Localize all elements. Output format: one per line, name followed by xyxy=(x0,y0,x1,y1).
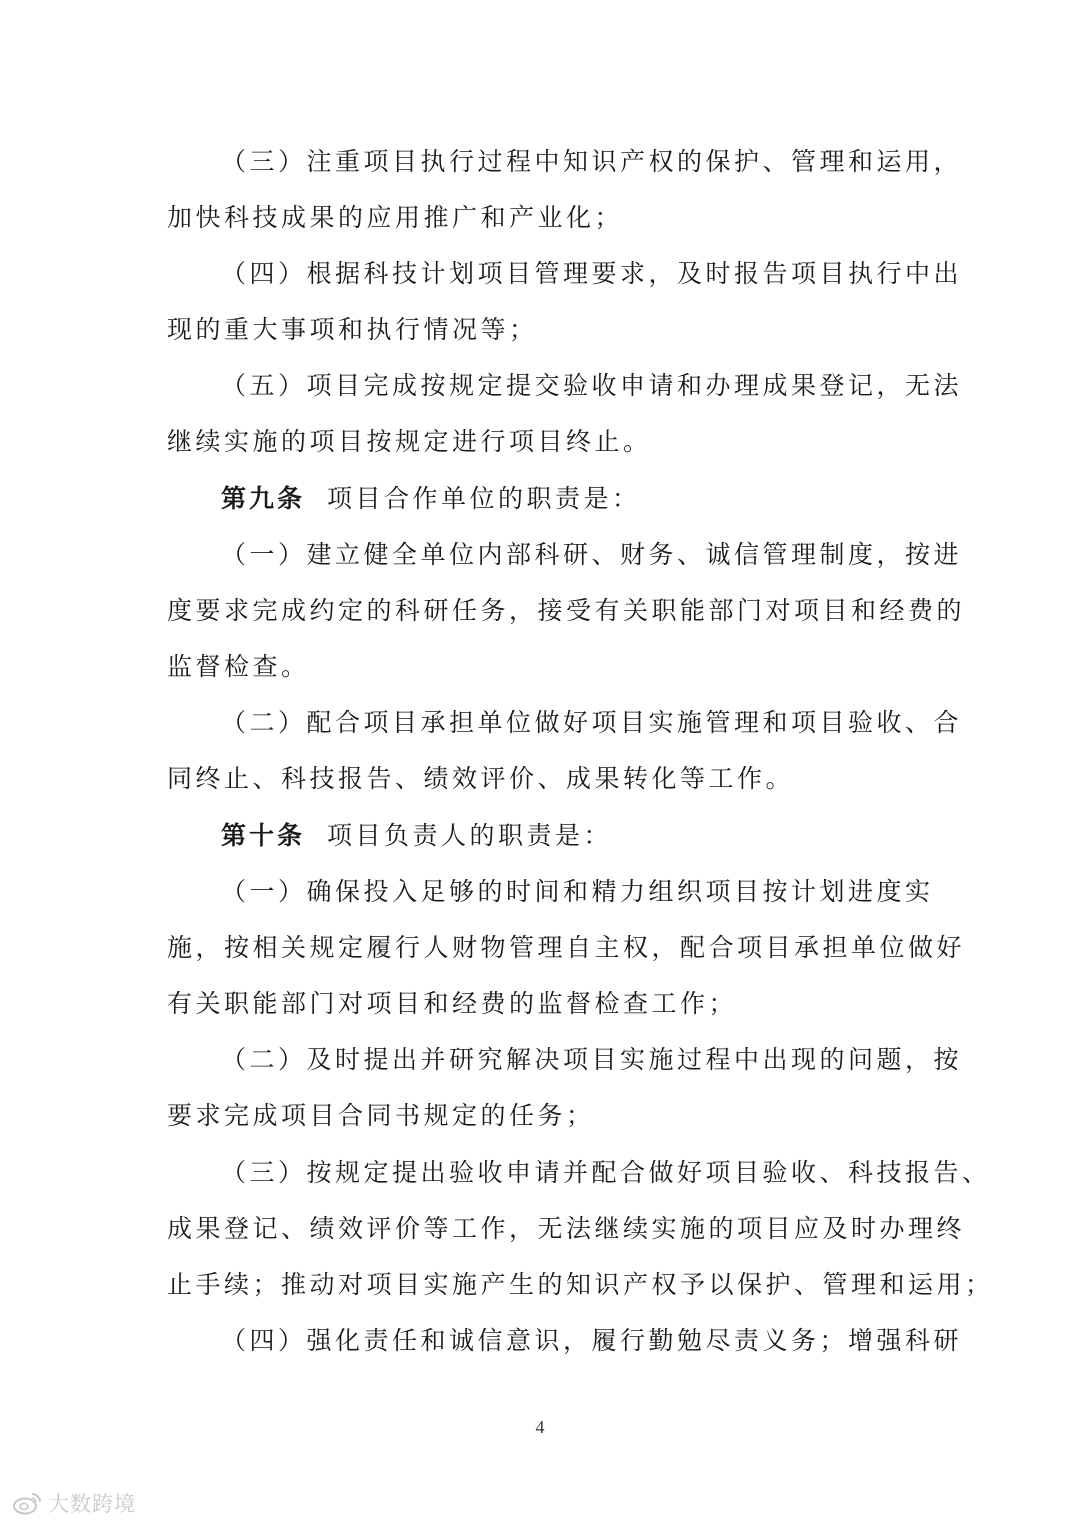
text-line: 现的重大事项和执行情况等； xyxy=(167,315,538,344)
text-line: （二）配合项目承担单位做好项目实施管理和项目验收、合 xyxy=(221,708,963,737)
text-line: （二）及时提出并研究解决项目实施过程中出现的问题，按 xyxy=(221,1045,963,1074)
text-line: （三）按规定提出验收申请并配合做好项目验收、科技报告、 xyxy=(221,1158,991,1187)
article-heading: 第十条 xyxy=(221,821,306,850)
weibo-logo-icon xyxy=(12,1491,42,1515)
text-line: （一）确保投入足够的时间和精力组织项目按计划进度实 xyxy=(221,877,934,906)
text-line: （三）注重项目执行过程中知识产权的保护、管理和运用， xyxy=(221,147,963,176)
text-line: （四）强化责任和诚信意识，履行勤勉尽责义务；增强科研 xyxy=(221,1326,963,1355)
page-number: 4 xyxy=(535,1417,545,1437)
text-line: 有关职能部门对项目和经费的监督检查工作； xyxy=(167,989,738,1018)
article-10 xyxy=(221,820,917,852)
watermark xyxy=(12,1488,136,1518)
text-line: （一）建立健全单位内部科研、财务、诚信管理制度，按进 xyxy=(221,540,963,569)
text-line: （五）项目完成按规定提交验收申请和办理成果登记，无法 xyxy=(221,371,963,400)
article-heading: 第九条 xyxy=(221,484,306,513)
text-line: 监督检查。 xyxy=(167,652,310,681)
article-text: 项目合作单位的职责是： xyxy=(327,484,641,513)
text-line: 止手续；推动对项目实施产生的知识产权予以保护、管理和运用； xyxy=(167,1270,994,1299)
article-text: 项目负责人的职责是： xyxy=(327,821,613,850)
text-line: （四）根据科技计划项目管理要求，及时报告项目执行中出 xyxy=(221,259,963,288)
text-line: 成果登记、绩效评价等工作，无法继续实施的项目应及时办理终 xyxy=(167,1214,966,1243)
text-line: 施，按相关规定履行人财物管理自主权，配合项目承担单位做好 xyxy=(167,933,966,962)
text-line: 继续实施的项目按规定进行项目终止。 xyxy=(167,427,652,456)
text-line: 要求完成项目合同书规定的任务； xyxy=(167,1101,595,1130)
text-line: 加快科技成果的应用推广和产业化； xyxy=(167,203,624,232)
watermark-text: 大数跨境 xyxy=(48,1492,136,1516)
text-line: 同终止、科技报告、绩效评价、成果转化等工作。 xyxy=(167,764,795,793)
text-line: 度要求完成约定的科研任务，接受有关职能部门对项目和经费的 xyxy=(167,596,966,625)
article-9 xyxy=(221,483,917,515)
